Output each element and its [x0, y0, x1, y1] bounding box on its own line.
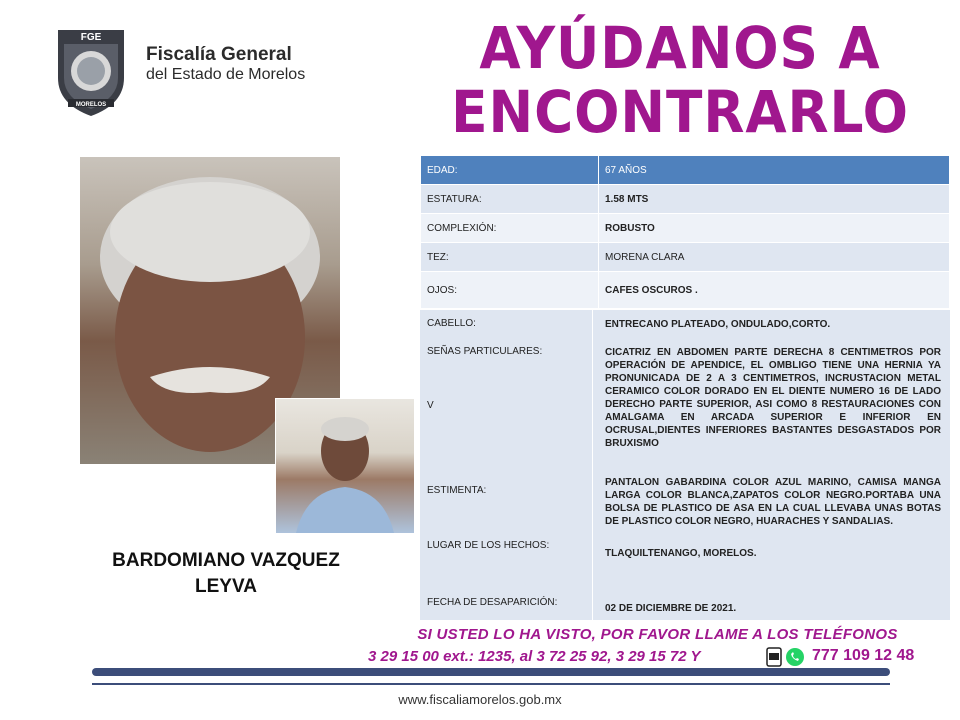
whatsapp-phone-number: 777 109 12 48	[812, 647, 915, 664]
value-edad: 67 AÑOS	[599, 156, 950, 185]
value-senas: CICATRIZ EN ABDOMEN PARTE DERECHA 8 CENTIMETROS POR OPERACIÓN DE APENDICE, EL OMBLIGO TIENE UNA HERNIA YA PRONUNICADA DE 2 A 3 CENTIMETROS, INCRUSTACION METAL CERAMICO COLOR DORADO EN EL DIENTE NUMERO 16 DE LADO DERECHO PARTE SUPERIOR, ASI COMO 8 RESTAURACIONES CON AMALGAMA EN ARCADA SUPERIOR E INFERIOR EN OCRUSAL,DIENTES INFERIORES BASTANTES DESGASTADOS POR BRUXISMO	[605, 347, 941, 449]
missing-person-photo-secondary	[275, 398, 415, 534]
label-edad: EDAD:	[421, 156, 599, 185]
value-estatura: 1.58 MTS	[599, 185, 950, 214]
footer-rule	[92, 683, 890, 685]
footer-bar	[92, 668, 890, 676]
value-cabello: ENTRECANO PLATEADO, ONDULADO,CORTO.	[605, 319, 831, 330]
value-ojos: CAFES OSCUROS .	[599, 272, 950, 309]
call-to-action-line-1: SI USTED LO HA VISTO, POR FAVOR LLAME A LOS TELÉFONOS	[417, 626, 898, 643]
table-row-complexion	[421, 214, 950, 243]
table-row-tez	[421, 243, 950, 272]
org-subtitle: del Estado de Morelos	[146, 66, 306, 83]
table-row-edad	[421, 156, 950, 185]
website-link[interactable]: www.fiscaliamorelos.gob.mx	[398, 692, 562, 707]
value-fecha: 02 DE DICIEMBRE DE 2021.	[605, 603, 737, 614]
value-complexion: ROBUSTO	[599, 214, 950, 243]
label-complexion: COMPLEXIÓN:	[421, 214, 599, 243]
label-cabello: CABELLO:	[427, 318, 476, 329]
label-ojos: OJOS:	[421, 272, 599, 309]
value-vestimenta: PANTALON GABARDINA COLOR AZUL MARINO, CAMISA MANGA LARGA COLOR BLANCA,ZAPATOS COLOR NEGRO.PORTABA UNA BOLSA DE PLASTICO DE ASA EN LA CUAL LLEVABA UNAS BOTAS DE PLASTICO COLOR NEGRO, HUARACHES Y SANDALIAS.	[605, 477, 941, 527]
details-divider	[592, 310, 593, 620]
logo-bottom-text: MORELOS	[75, 102, 107, 108]
headline	[441, 16, 919, 144]
call-to-action-line-2: 3 29 15 00 ext.: 1235, al 3 72 25 92, 3 29 15 72 Y	[368, 648, 701, 665]
sms-whatsapp-icon	[766, 647, 808, 667]
label-v: V	[427, 400, 434, 411]
logo-text: FGE	[80, 32, 102, 43]
headline-line-2: ENCONTRARLO	[451, 78, 909, 146]
label-tez: TEZ:	[421, 243, 599, 272]
table-row-estatura	[421, 185, 950, 214]
org-name: Fiscalía General	[146, 44, 292, 65]
value-tez: MORENA CLARA	[599, 243, 950, 272]
headline-line-1: AYÚDANOS A	[479, 14, 881, 82]
details-cell	[420, 310, 950, 620]
person-name-line-1: BARDOMIANO VAZQUEZ	[112, 550, 340, 571]
label-fecha: FECHA DE DESAPARICIÓN:	[427, 597, 558, 608]
label-senas: SEÑAS PARTICULARES:	[427, 346, 543, 357]
fge-shield-logo	[54, 26, 128, 118]
label-vestimenta: ESTIMENTA:	[427, 485, 487, 496]
value-lugar: TLAQUILTENANGO, MORELOS.	[605, 548, 757, 559]
info-table	[420, 155, 950, 309]
table-row-ojos	[421, 272, 950, 309]
label-estatura: ESTATURA:	[421, 185, 599, 214]
label-lugar: LUGAR DE LOS HECHOS:	[427, 540, 550, 551]
person-name-line-2: LEYVA	[195, 576, 257, 597]
person-name	[80, 548, 372, 600]
